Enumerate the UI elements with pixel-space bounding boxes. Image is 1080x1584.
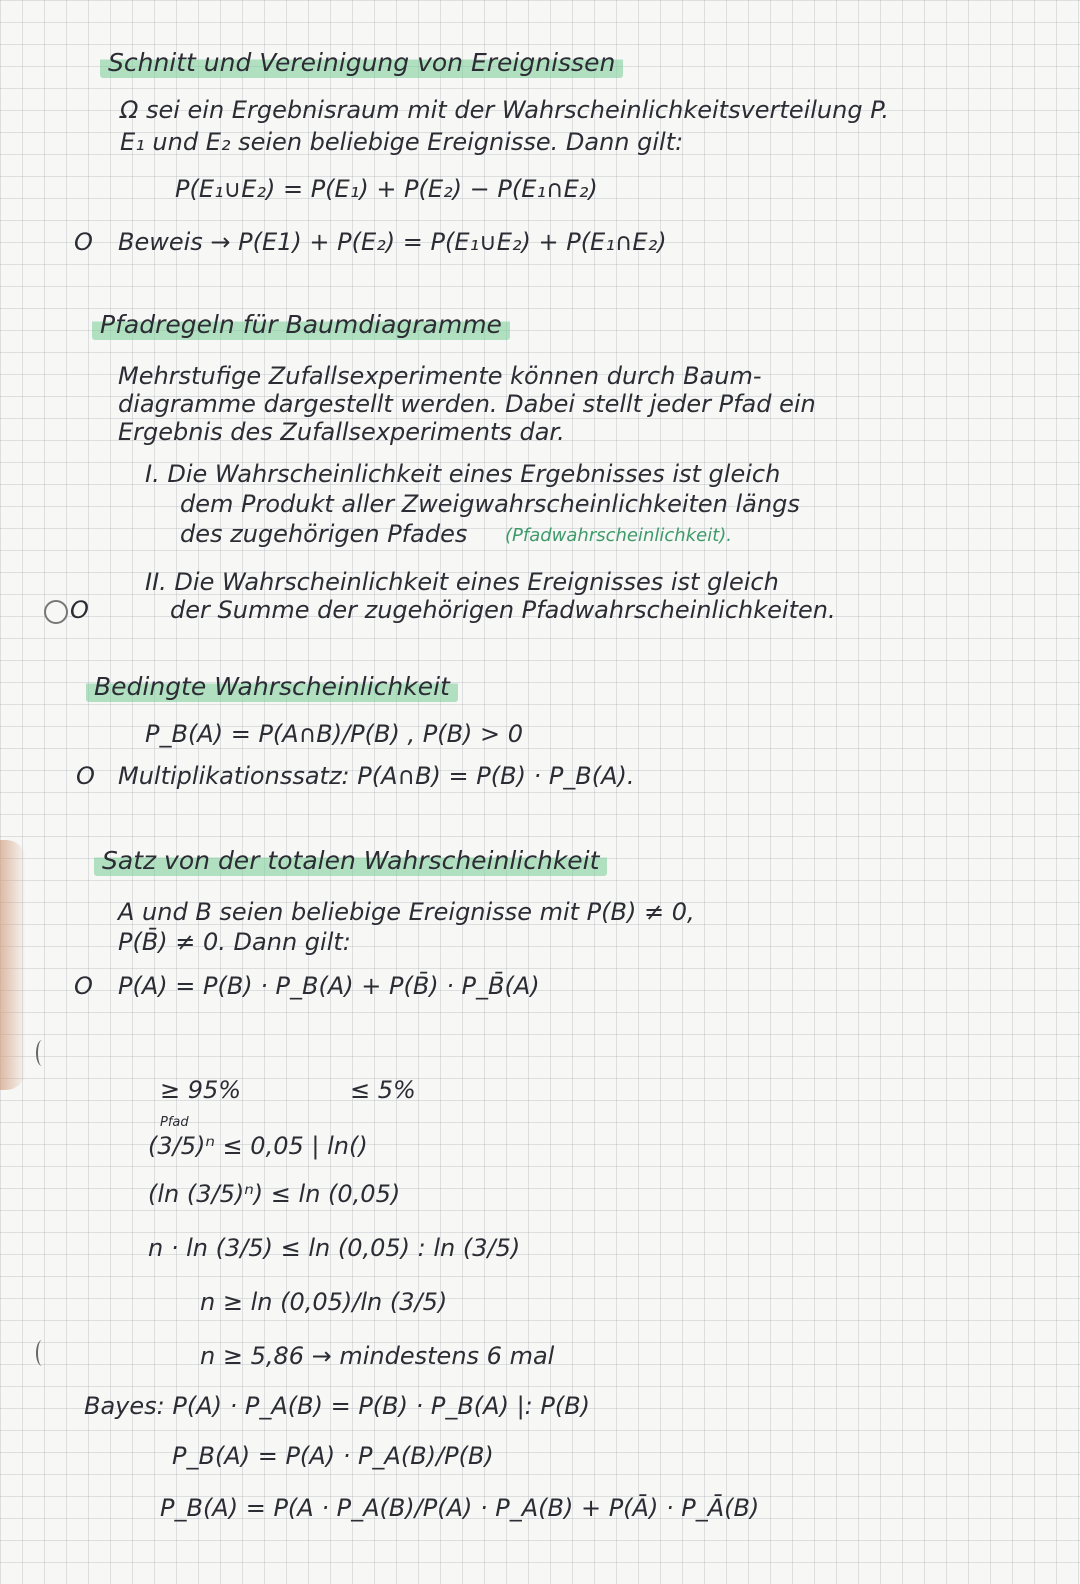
rule-line: der Summe der zugehörigen Pfadwahrscheinlichkeiten. xyxy=(170,596,836,624)
calc-line: ≤ 5% xyxy=(350,1076,416,1104)
rule-line: des zugehörigen Pfades xyxy=(180,520,468,548)
calc-line: (3/5)ⁿ ≤ 0,05 | ln() xyxy=(148,1132,368,1160)
heading-conditional-probability: Bedingte Wahrscheinlichkeit xyxy=(86,672,458,702)
text-line: Mehrstufige Zufallsexperimente können durch Baum- xyxy=(118,362,762,390)
heading-union-intersection: Schnitt und Vereinigung von Ereignissen xyxy=(100,48,623,78)
rule-line: I. Die Wahrscheinlichkeit eines Ergebnisses ist gleich xyxy=(145,460,781,488)
calc-line: n · ln (3/5) ≤ ln (0,05) : ln (3/5) xyxy=(148,1234,521,1262)
formula-line: P_B(A) = P(A∩B)/P(B) , P(B) > 0 xyxy=(145,720,524,748)
punch-hole xyxy=(44,600,68,624)
calc-annotation: Pfad xyxy=(160,1115,189,1130)
calc-line: n ≥ 5,86 → mindestens 6 mal xyxy=(200,1342,555,1370)
formula-line: P(A) = P(B) · P_B(A) + P(B̄) · P_B̄(A) xyxy=(118,972,540,1000)
text-line: A und B seien beliebige Ereignisse mit P(B) ≠ 0, xyxy=(118,898,695,926)
text-line: Ω sei ein Ergebnisraum mit der Wahrscheinlichkeitsverteilung P. xyxy=(120,96,890,124)
bayes-line: P_B(A) = P(A) · P_A(B)/P(B) xyxy=(172,1442,494,1470)
bayes-line: P_B(A) = P(A · P_A(B)/P(A) · P_A(B) + P(Ā) · P_Ā(B) xyxy=(160,1494,760,1522)
formula-line: P(E₁∪E₂) = P(E₁) + P(E₂) − P(E₁∩E₂) xyxy=(175,175,598,203)
text-line: P(B̄) ≠ 0. Dann gilt: xyxy=(118,928,351,956)
annotation-note: (Pfadwahrscheinlichkeit). xyxy=(505,525,733,546)
margin-mark xyxy=(36,1040,48,1066)
text-line: E₁ und E₂ seien beliebige Ereignisse. Dann gilt: xyxy=(120,128,684,156)
text-line: Ergebnis des Zufallsexperiments dar. xyxy=(118,418,565,446)
formula-line: Beweis → P(E1) + P(E₂) = P(E₁∪E₂) + P(E₁∩E₂) xyxy=(118,228,667,256)
bullet-mark: O xyxy=(70,596,89,624)
calc-line: n ≥ ln (0,05)/ln (3/5) xyxy=(200,1288,448,1316)
rule-line: dem Produkt aller Zweigwahrscheinlichkeiten längs xyxy=(180,490,800,518)
rule-line: II. Die Wahrscheinlichkeit eines Ereignisses ist gleich xyxy=(145,568,779,596)
bullet-mark: O xyxy=(74,228,93,256)
formula-line: Multiplikationssatz: P(A∩B) = P(B) · P_B(A). xyxy=(118,762,635,790)
margin-mark xyxy=(36,1340,48,1366)
calc-line: (ln (3/5)ⁿ) ≤ ln (0,05) xyxy=(148,1180,401,1208)
bullet-mark: O xyxy=(76,762,95,790)
bayes-line: Bayes: P(A) · P_A(B) = P(B) · P_B(A) |: P(B) xyxy=(84,1392,591,1420)
text-line: diagramme dargestellt werden. Dabei stellt jeder Pfad ein xyxy=(118,390,816,418)
heading-total-probability: Satz von der totalen Wahrscheinlichkeit xyxy=(94,846,607,876)
finger-shadow xyxy=(0,840,26,1090)
heading-path-rules: Pfadregeln für Baumdiagramme xyxy=(92,310,510,340)
bullet-mark: O xyxy=(74,972,93,1000)
calc-line: ≥ 95% xyxy=(160,1076,242,1104)
